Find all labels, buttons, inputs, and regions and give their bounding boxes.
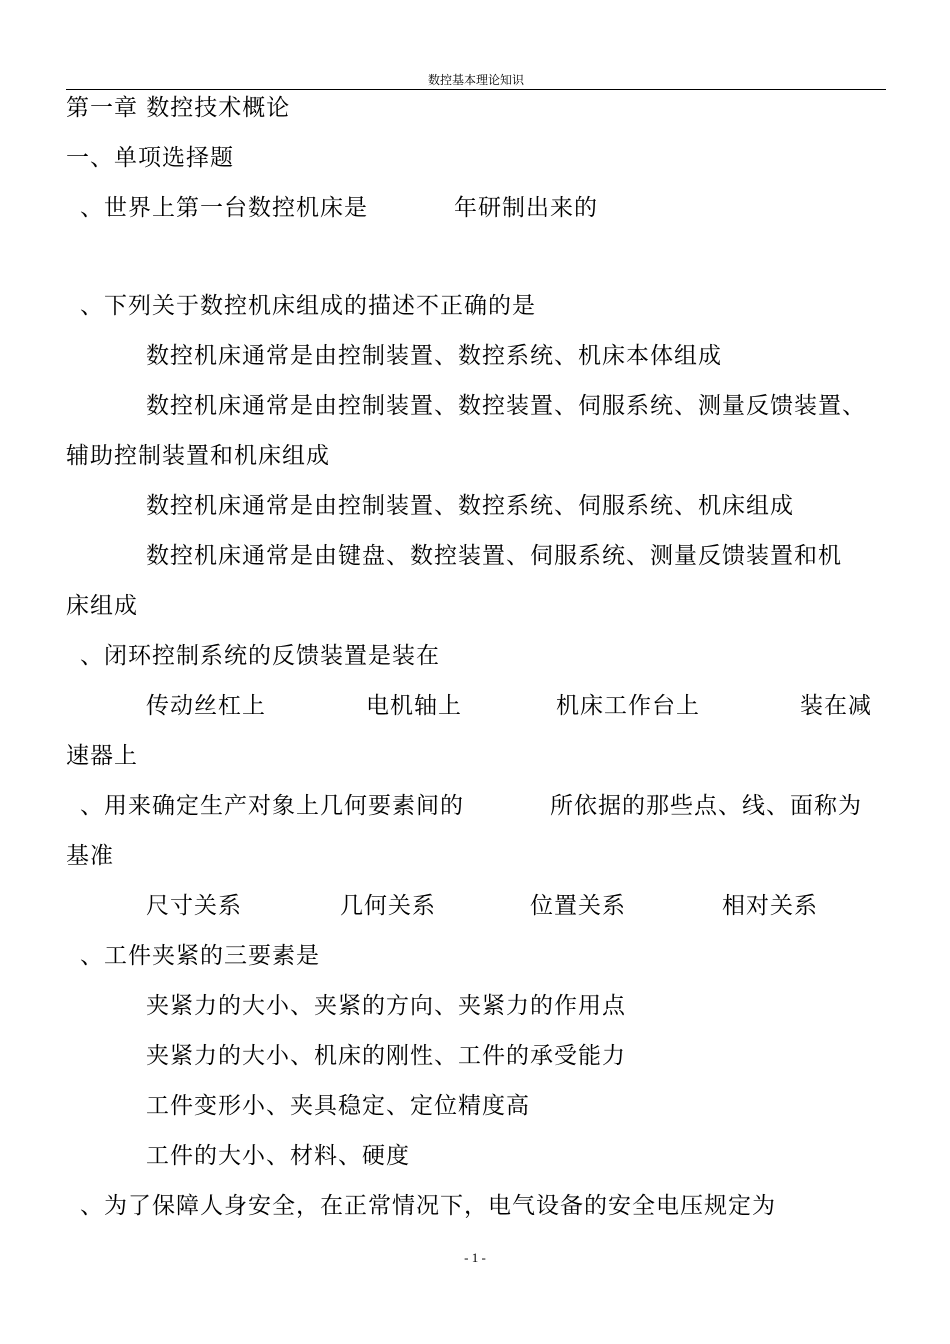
q2-option-d-line1: 数控机床通常是由键盘、数控装置、伺服系统、测量反馈装置和机 xyxy=(146,543,842,569)
q2-option-c: 数控机床通常是由控制装置、数控系统、伺服系统、机床组成 xyxy=(146,493,794,519)
q3-option-d-line2: 速器上 xyxy=(66,743,138,769)
q2-option-d-line2: 床组成 xyxy=(66,593,138,619)
q2-stem: 、下列关于数控机床组成的描述不正确的是 xyxy=(80,293,536,319)
q1-stem-b: 年研制出来的 xyxy=(454,195,598,221)
q5-option-c: 工件变形小、夹具稳定、定位精度高 xyxy=(146,1093,530,1119)
q3-stem: 、闭环控制系统的反馈装置是装在 xyxy=(80,643,440,669)
q4-stem-c: 基准 xyxy=(66,843,114,869)
chapter-title: 第一章 数控技术概论 xyxy=(66,95,291,121)
q4-stem-b: 所依据的那些点、线、面称为 xyxy=(550,793,862,819)
q6-stem: 、为了保障人身安全，在正常情况下，电气设备的安全电压规定为 xyxy=(80,1193,776,1219)
q2-option-b-line1: 数控机床通常是由控制装置、数控装置、伺服系统、测量反馈装置、 xyxy=(146,393,866,419)
q5-option-a: 夹紧力的大小、夹紧的方向、夹紧力的作用点 xyxy=(146,993,626,1019)
q5-option-d: 工件的大小、材料、硬度 xyxy=(146,1143,410,1169)
q4-option-d: 相对关系 xyxy=(722,893,818,919)
q5-stem: 、工件夹紧的三要素是 xyxy=(80,943,320,969)
q4-option-b: 几何关系 xyxy=(340,893,436,919)
q2-option-a: 数控机床通常是由控制装置、数控系统、机床本体组成 xyxy=(146,343,722,369)
q3-option-c: 机床工作台上 xyxy=(556,693,700,719)
q4-option-c: 位置关系 xyxy=(530,893,626,919)
q1-stem-a: 、世界上第一台数控机床是 xyxy=(80,195,368,221)
q4-stem-a: 、用来确定生产对象上几何要素间的 xyxy=(80,793,464,819)
q2-option-b-line2: 辅助控制装置和机床组成 xyxy=(66,443,330,469)
q5-option-b: 夹紧力的大小、机床的刚性、工件的承受能力 xyxy=(146,1043,626,1069)
page-header xyxy=(66,72,886,90)
header-title: 数控基本理论知识 xyxy=(427,73,524,87)
q3-option-a: 传动丝杠上 xyxy=(146,693,266,719)
page-number: - 1 - xyxy=(464,1250,486,1265)
q3-option-d-line1: 装在减 xyxy=(800,693,872,719)
q3-option-b: 电机轴上 xyxy=(366,693,462,719)
q4-option-a: 尺寸关系 xyxy=(146,893,242,919)
section-title: 一、单项选择题 xyxy=(66,145,234,171)
